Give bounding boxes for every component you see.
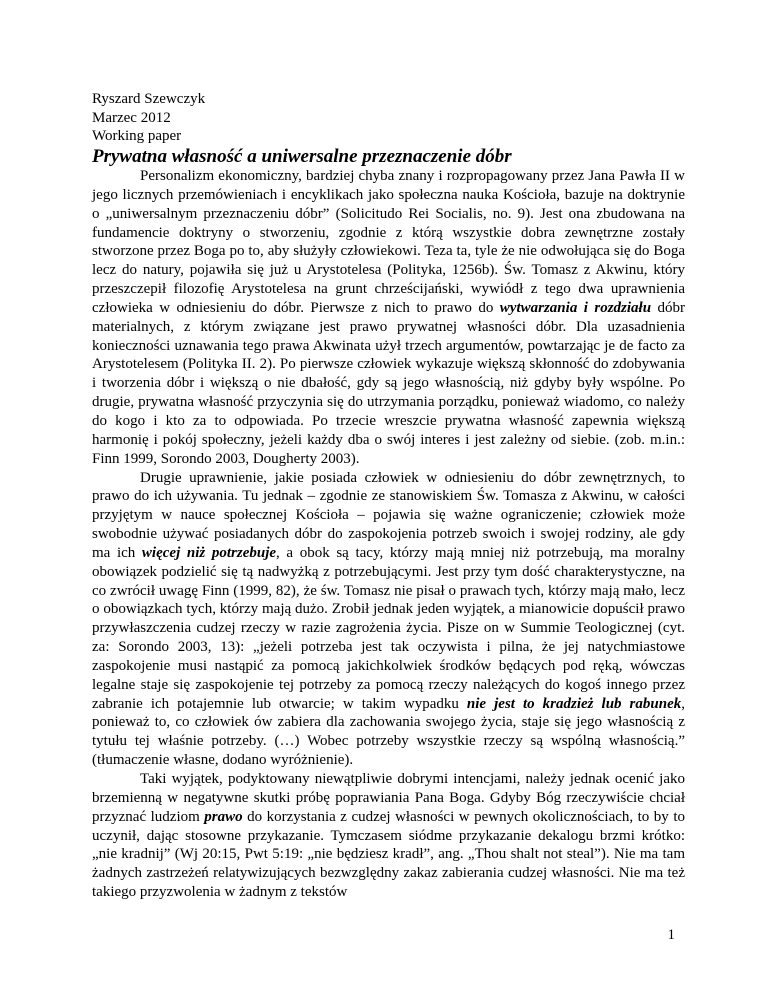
emphasis-text: prawo <box>204 808 243 825</box>
emphasis-text: wytwarzania i rozdziału <box>499 299 652 316</box>
emphasis-text: więcej niż potrzebuje <box>141 544 277 561</box>
paragraph-text: dóbr materialnych, z którym związane jest prawo prywatnej własności dóbr. Dla uzasadnienia konieczności uznawania tego prawa Akwinata użył trzech argumentów, powtarzając je de facto za Arystotelesem (Polityka II. 2). Po pierwsze człowiek wykazuje większą skłonność do zdobywania i tworzenia dóbr i większą o nie dbałość, gdy są jego własnością, niż gdyby były wspólne. Po drugie, prywatna własność przyczynia się do utrzymania porządku, ponieważ wiadomo, co należy do kogo i kto za to odpowiada. Po trzecie wreszcie prywatna własność zapewnia większą harmonię i pokój społeczny, jeżeli każdy dba o swój interes i jest zależny od siebie. (zob. m.in.: Finn 1999, Sorondo 2003, Dougherty 2003). <box>92 299 685 467</box>
page-number: 1 <box>667 927 675 943</box>
document-type: Working paper <box>92 128 182 144</box>
emphasis-text: nie jest to kradzież lub rabunek <box>466 695 682 712</box>
document-body <box>92 167 685 902</box>
author-name: Ryszard Szewczyk <box>92 91 206 107</box>
paragraph-text: Drugie uprawnienie, jakie posiada człowiek w odniesieniu do dóbr zewnętrznych, to prawo do ich używania. Tu jednak – zgodnie ze stanowiskiem Św. Tomasza z Akwinu, w całości przyjętym w nauce społecznej Kościoła – pojawia się ważne ograniczenie; człowiek może swobodnie używać posiadanych dóbr do zaspokojenia potrzeb swoich i swojej rodziny, ale gdy ma ich <box>92 469 685 561</box>
paragraph-1 <box>92 167 685 469</box>
paragraph-text: , a obok są tacy, którzy mają mniej niż potrzebują, ma moralny obowiązek podzielić się tą nadwyżką z potrzebującymi. Jest przy tym dość charakterystyczne, na co zwrócił uwagę Finn (1999, 82), że św. Tomasz nie pisał o prawach tych, którzy mają mało, lecz o obowiązkach tych, którzy mają dużo. Zrobił jednak jeden wyjątek, a mianowicie dopuścił prawo przywłaszczenia cudzej rzeczy w razie zagrożenia życia. Pisze on w Summie Teologicznej (cyt. za: Sorondo 2003, 13): „jeżeli potrzeba jest tak oczywista i pilna, że jej natychmiastowe zaspokojenie musi nastąpić za pomocą jakichkolwiek środków będących pod ręką, wówczas legalne staje się zaspokojenie tej potrzeby za pomocą rzeczy należących do kogoś innego przez zabranie ich potajemnie lub otwarcie; w takim wypadku <box>92 544 686 712</box>
paragraph-text: Personalizm ekonomiczny, bardziej chyba znany i rozpropagowany przez Jana Pawła II w jego licznych przemówieniach i encyklikach jako społeczna nauka Kościoła, bazuje na doktrynie o „uniwersalnym przeznaczeniu dóbr” (Solicitudo Rei Socialis, no. 9). Jest ona zbudowana na fundamencie doktryny o stworzeniu, zgodnie z którą wszystkie dobra zewnętrzne zostały stworzone przez Boga po to, aby służyły człowiekowi. Teza ta, tyle że nie odwołująca się do Boga lecz do natury, pojawiła się już u Arystotelesa (Polityka, 1256b). Św. Tomasz z Akwinu, który przeszczepił filozofię Arystotelesa na grunt chrześcijański, wywiódł z tego dwa uprawnienia człowieka w odniesieniu do dóbr. Pierwsze z nich to prawo do <box>92 168 685 316</box>
document-header <box>92 90 205 146</box>
paragraph-3 <box>92 770 685 902</box>
document-date: Marzec 2012 <box>92 109 171 126</box>
paragraph-text: , ponieważ to, co człowiek ów zabiera dla zachowania swojego życia, staje się jego własnością z tytułu tej właśnie potrzeby. (…) Wobec potrzeby wszystkie rzeczy są wspólną własnością.” (tłumaczenie własne, dodano wyróżnienie). <box>92 695 685 769</box>
paragraph-2 <box>92 469 685 771</box>
paragraph-text: do korzystania z cudzej własności w pewnych okolicznościach, to by to uczynił, dając stosowne przykazanie. Tymczasem siódme przykazanie dekalogu brzmi krótko: „nie kradnij” (Wj 20:15, Pwt 5:19: „nie będziesz kradł”, ang. „Thou shalt not steal”). Nie ma tam żadnych zastrzeżeń relatywizujących bezwzględny zakaz zabierania cudzej własności. Nie ma też takiego przyzwolenia w żadnym z tekstów <box>92 808 685 901</box>
paragraph-text: Taki wyjątek, podyktowany niewątpliwie dobrymi intencjami, należy jednak ocenić jako brzemienną w negatywne skutki próbę poprawiania Pana Boga. Gdyby Bóg rzeczywiście chciał przyznać ludziom <box>92 771 685 825</box>
document-title: Prywatna własność a uniwersalne przeznaczenie dóbr <box>92 146 512 167</box>
